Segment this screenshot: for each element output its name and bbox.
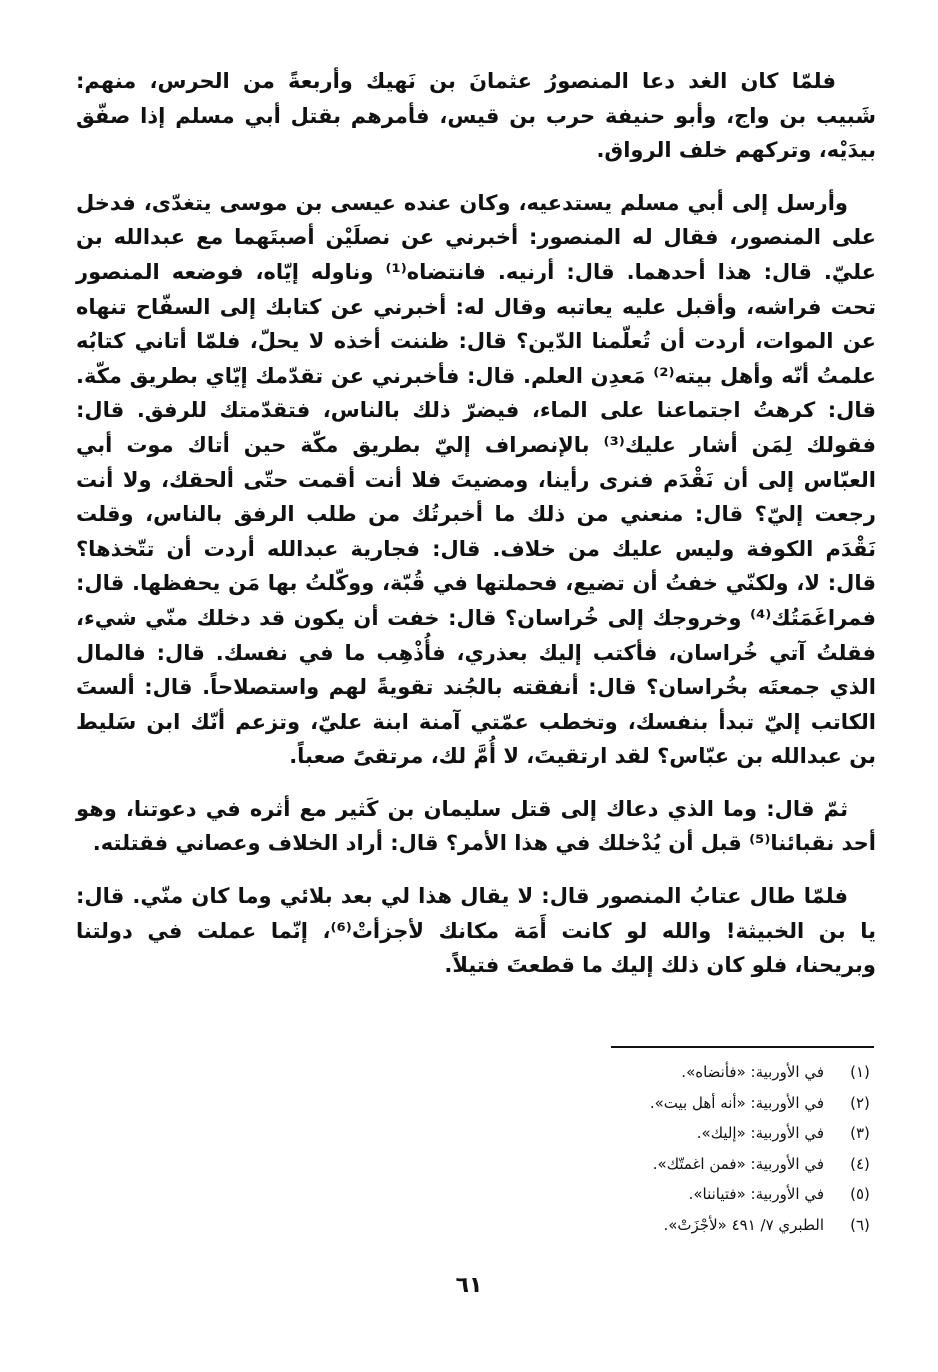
footnote-item — [320, 1179, 880, 1210]
footnote-number: (٤) — [850, 1154, 870, 1173]
footnote-number: (٦) — [850, 1215, 870, 1234]
paragraph-4: فلمّا طال عتابُ المنصور قال: لا يقال هذا لي بعد بلائي وما كان منّي. قال: يا بن الخبيثة! والله لو كانت أَمَة مكانك لأجزأتْ⁽⁶⁾، إنّما عملت في دولتنا وبريحنا، فلو كان ذلك إليك ما قطعتَ فتيلاً. — [76, 884, 876, 978]
paragraph-3: ثمّ قال: وما الذي دعاك إلى قتل سليمان بن كَثير مع أثره في دعوتنا، وهو أحد نقبائنا⁽⁵⁾ قبل أن يُدْخلك في هذا الأمر؟ قال: أراد الخلاف وعصاني فقتلته. — [76, 796, 876, 856]
footnote-text: في الأوربية: «فمن اغمتّك». — [652, 1154, 824, 1173]
footnote-text: الطبري ٧/ ٤٩١ «لأجْزَتْ». — [663, 1215, 824, 1234]
footnote-item — [320, 1210, 880, 1241]
footnote-text: في الأوربية: «إليك». — [696, 1124, 824, 1143]
footnote-number: (٢) — [850, 1093, 870, 1112]
main-text — [76, 64, 876, 1001]
footnote-item — [320, 1088, 880, 1119]
footnote-number: (١) — [850, 1063, 870, 1081]
footnote-divider — [611, 1046, 874, 1048]
page-number: ٦١ — [455, 1273, 483, 1298]
footnote-item — [320, 1149, 880, 1180]
footnote-number: (٥) — [850, 1185, 870, 1204]
footnotes-list — [320, 1057, 880, 1241]
footnote-number: (٣) — [850, 1124, 870, 1143]
footnote-text: في الأوربية: «فتياننا». — [688, 1185, 824, 1204]
footnote-text: في الأوربية: «فأنضاه». — [681, 1063, 824, 1081]
footnote-item — [320, 1118, 880, 1149]
footnote-item — [320, 1057, 880, 1088]
paragraph-2: وأرسل إلى أبي مسلم يستدعيه، وكان عنده عيسى بن موسى يتغدّى، فدخل على المنصور، فقال له المنصور: أخبرني عن نصلَيْن أصبتَهما مع عبدالله بن عليّ. قال: هذا أحدهما. قال: أرنيه. فانتضاه⁽¹⁾ وناوله إيّاه، فوضعه المنصور تحت فراشه، وأقبل عليه يعاتبه وقال له: أخبرني عن كتابك إلى السفّاح تنهاه عن الموات، أردت أن تُعلّمنا الدّين؟ قال: ظننت أخذه لا يحلّ، فلمّا أتاني كتابُه علمتُ أنّه وأهل بيته⁽²⁾ مَعدِن العلم. قال: فأخبرني عن تقدّمك إيّاي بطريق مكّة. قال: كرهتُ اجتماعنا على الماء، فيضرّ ذلك بالناس، فتقدّمتك للرفق. قال: فقولك لِمَن أشار عليك⁽³⁾ بالإنصراف إليّ بطريق مكّة حين أتاك موت أبي العبّاس إلى أن نَقْدَم فنرى رأينا، ومضيتَ فلا أنت أقمت حتّى ألحقك، ولا أنت رجعت إليّ؟ قال: منعني من ذلك ما أخبرتُك من طلب الرفق بالناس، وقلت نَقْدَم الكوفة وليس عليك من خلاف. قال: فجارية عبدالله أردت أن تتّخذها؟ قال: لا، ولكنّي خفتُ أن تضيع، فحملتها في قُبّة، ووكّلتُ بها مَن يحفظها. قال: فمراغَمَتُك⁽⁴⁾ وخروجك إلى خُراسان؟ قال: خفت أن يكون قد دخلك منّي شيء، فقلتُ آتي خُراسان، فأكتب إليك بعذري، فأُذْهِب ما في نفسك. قال: فالمال الذي جمعتَه بخُراسان؟ قال: أنفقته بالجُند تقويةً لهم واستصلاحاً. قال: ألستَ الكاتب إليّ تبدأ بنفسك، وتخطب عمّتي آمنة ابنة عليّ، وتزعم أنّك ابن سَليط بن عبدالله بن عبّاس؟ لقد ارتقيتَ، لا أُمَّ لك، مرتقىً صعباً. — [76, 190, 876, 769]
paragraph-1: فلمّا كان الغد دعا المنصورُ عثمانَ بن نَهيك وأربعةً من الحرس، منهم: شَبيب بن واج، وأبو حنيفة حرب بن قيس، فأمرهم بقتل أبي مسلم إذا صفّق بيدَيْه، وتركهم خلف الرواق. — [76, 69, 876, 163]
footnote-text: في الأوربية: «أنه أهل بيت». — [649, 1093, 824, 1112]
